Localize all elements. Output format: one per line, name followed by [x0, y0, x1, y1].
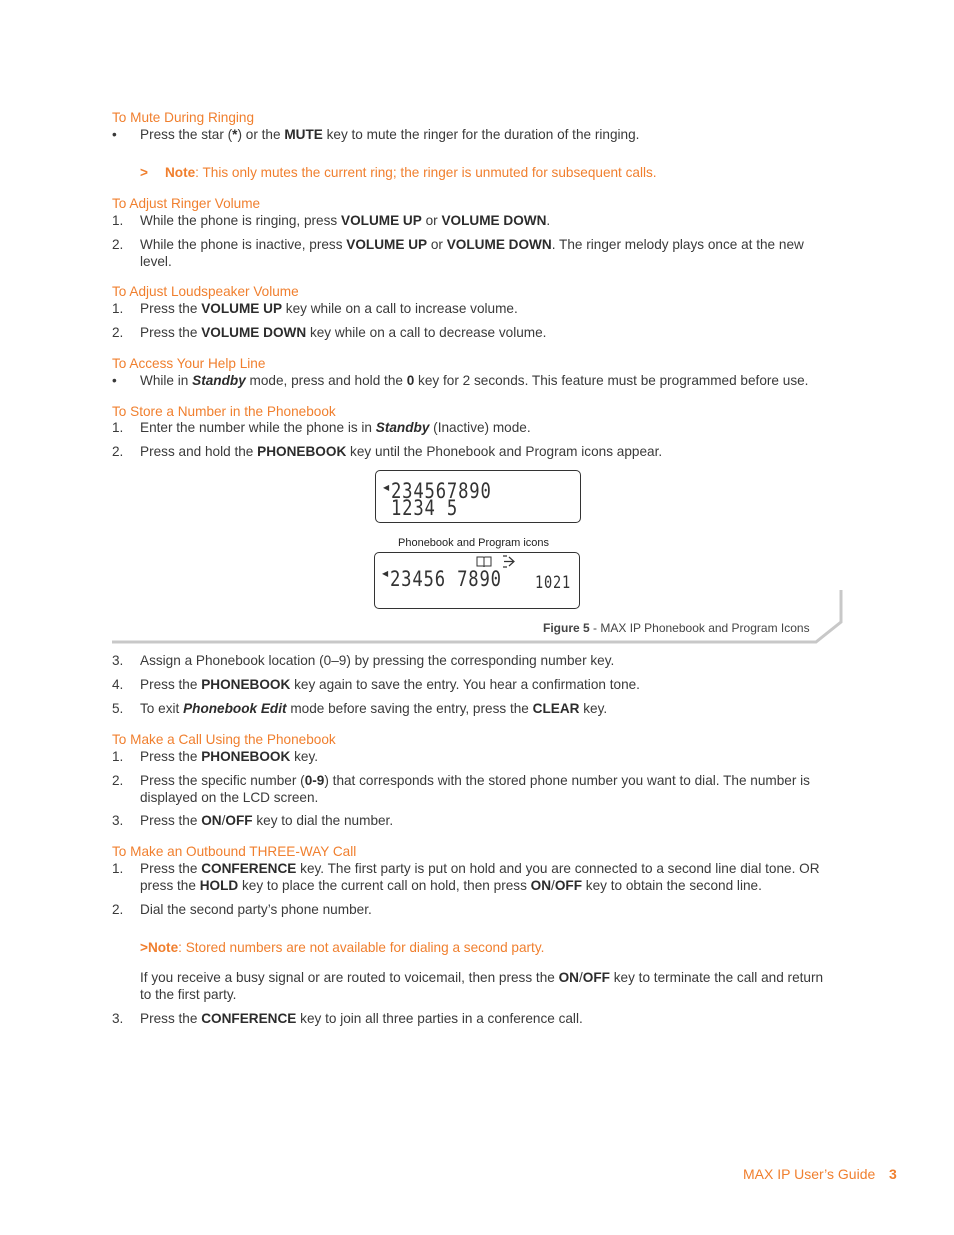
lcd-arrow-icon: ◀	[383, 483, 390, 492]
list-item: 3. Press the CONFERENCE key to join all three parties in a conference call.	[112, 1011, 583, 1026]
list-item: 2. Press the VOLUME DOWN key while on a call to decrease volume.	[112, 325, 547, 340]
footer-guide-title: MAX IP User’s Guide	[743, 1166, 876, 1182]
list-item: 2. While the phone is inactive, press VOLUME UP or VOLUME DOWN. The ringer melody plays once at the new level.	[112, 237, 804, 269]
list-item: 4. Press the PHONEBOOK key again to save the entry. You hear a confirmation tone.	[112, 677, 640, 692]
list-item: 2. Press and hold the PHONEBOOK key until the Phonebook and Program icons appear.	[112, 444, 663, 459]
note-three-way: >Note: Stored numbers are not available for dialing a second party.	[140, 940, 545, 955]
list-item: 1. Press the CONFERENCE key. The first party is put on hold and you are connected to a second line dial tone. OR press the HOLD key to place the current call on hold, then press ON/OFF key to obtain the second line.	[112, 861, 820, 893]
busy-signal-paragraph: If you receive a busy signal or are routed to voicemail, then press the ON/OFF key to terminate the call and return to the first party.	[140, 970, 824, 1002]
list-item: • While in Standby mode, press and hold the 0 key for 2 seconds. This feature must be programmed before use.	[112, 373, 809, 388]
list-item: 2. Press the specific number (0-9) that corresponds with the stored phone number you want to dial. The number is displayed on the LCD screen.	[112, 773, 810, 805]
lcd-location: 1021	[535, 573, 571, 593]
list-item: 2. Dial the second party’s phone number.	[112, 902, 372, 917]
heading-mute: To Mute During Ringing	[112, 110, 255, 125]
figure-frame	[110, 585, 846, 647]
note-mute: > Note: This only mutes the current ring; the ringer is unmuted for subsequent calls.	[140, 165, 657, 180]
list-item: 3. Press the ON/OFF key to dial the number.	[112, 813, 394, 828]
list-item: 1. Enter the number while the phone is in Standby (Inactive) mode.	[112, 420, 531, 435]
heading-call-phonebook: To Make a Call Using the Phonebook	[112, 732, 336, 747]
list-item: 1. Press the VOLUME UP key while on a call to increase volume.	[112, 301, 518, 316]
lcd-arrow-icon: ◀	[382, 569, 389, 578]
lcd-digits: 23456 7890	[390, 567, 502, 591]
lcd-digits: 234567890 1234 5	[391, 479, 492, 520]
heading-three-way-call: To Make an Outbound THREE-WAY Call	[112, 844, 357, 859]
heading-help-line: To Access Your Help Line	[112, 356, 266, 371]
list-item: 1. Press the PHONEBOOK key.	[112, 749, 319, 764]
page-number: 3	[889, 1166, 897, 1182]
program-icon	[501, 554, 519, 569]
heading-store-number: To Store a Number in the Phonebook	[112, 404, 336, 419]
heading-ringer-volume: To Adjust Ringer Volume	[112, 196, 261, 211]
mute-bullet-item: • Press the star (*) or the MUTE key to mute the ringer for the duration of the ringing.	[112, 127, 640, 142]
figure-caption: Figure 5 - MAX IP Phonebook and Program Icons	[543, 621, 810, 635]
icons-caption: Phonebook and Program icons	[398, 537, 550, 549]
list-item: 5. To exit Phonebook Edit mode before saving the entry, press the CLEAR key.	[112, 701, 608, 716]
bullet: •	[112, 127, 117, 142]
heading-loudspeaker-volume: To Adjust Loudspeaker Volume	[112, 284, 299, 299]
list-item: 3. Assign a Phonebook location (0–9) by pressing the corresponding number key.	[112, 653, 615, 668]
list-item: 1. While the phone is ringing, press VOLUME UP or VOLUME DOWN.	[112, 213, 551, 228]
lcd-display-standby	[375, 470, 581, 523]
